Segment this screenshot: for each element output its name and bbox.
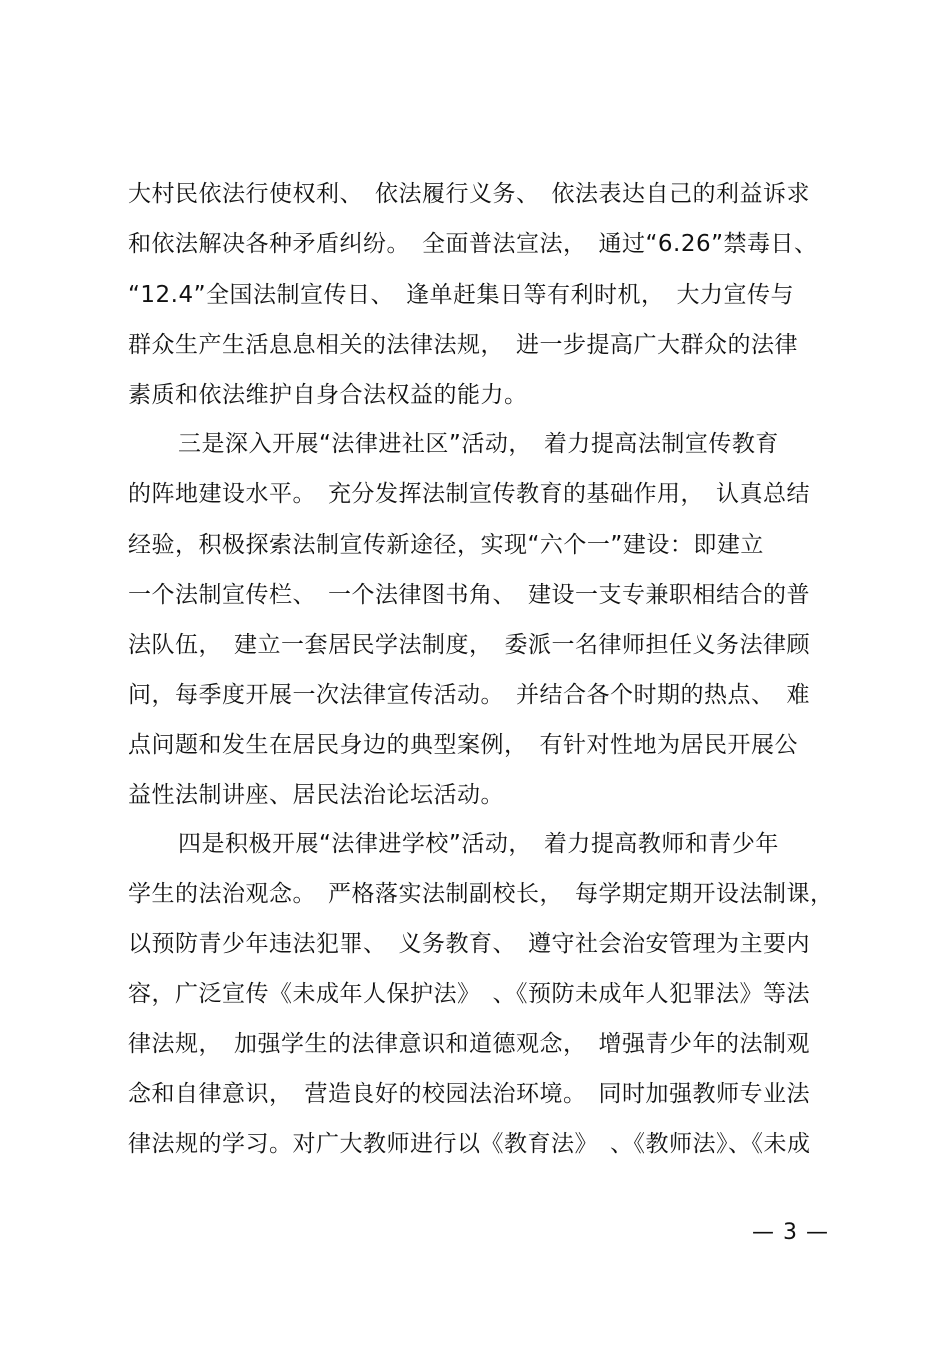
text-line-11: 问，每季度开展一次法律宣传活动。 并结合各个时期的热点、 难 [128,682,810,708]
text-line-9: 一个法制宣传栏、 一个法律图书角、 建设一支专兼职相结合的普 [128,582,810,608]
text-line-19: 念和自律意识， 营造良好的校园法治环境。 同时加强教师专业法 [128,1081,810,1107]
paragraph-start-three: 三是深入开展“法律进社区”活动， 着力提高法制宣传教育 [178,431,779,457]
text-line-15: 学生的法治观念。 严格落实法制副校长， 每学期定期开设法制课， [128,881,834,907]
text-line-4: 群众生产生活息息相关的法律法规， 进一步提高广大群众的法律 [128,332,798,358]
text-line-17: 容，广泛宣传《未成年人保护法》 、《预防未成年人犯罪法》等法 [128,981,810,1007]
text-line-12: 点问题和发生在居民身边的典型案例， 有针对性地为居民开展公 [128,732,798,758]
text-line-7: 的阵地建设水平。 充分发挥法制宣传教育的基础作用， 认真总结 [128,481,810,507]
text-line-3: “12.4”全国法制宣传日、 逢单赶集日等有利时机， 大力宣传与 [128,282,795,308]
text-line-18: 律法规， 加强学生的法律意识和道德观念， 增强青少年的法制观 [128,1031,810,1057]
text-line-20: 律法规的学习。对广大教师进行以《教育法》 、《教师法》、《未成 [128,1131,811,1157]
text-line-1: 大村民依法行使权利、 依法履行义务、 依法表达自己的利益诉求 [128,181,810,207]
text-line-16: 以预防青少年违法犯罪、 义务教育、 遵守社会治安管理为主要内 [128,931,810,957]
page-number: — 3 — [752,1220,829,1245]
text-line-8: 经验，积极探索法制宣传新途径，实现“六个一”建设：即建立 [128,532,764,558]
text-line-13: 益性法制讲座、居民法治论坛活动。 [128,782,504,808]
text-line-2: 和依法解决各种矛盾纠纷。 全面普法宣法， 通过“6.26”禁毒日、 [128,231,818,257]
text-line-10: 法队伍， 建立一套居民学法制度， 委派一名律师担任义务法律顾 [128,632,810,658]
text-line-5: 素质和依法维护自身合法权益的能力。 [128,382,528,408]
paragraph-start-four: 四是积极开展“法律进学校”活动， 着力提高教师和青少年 [178,831,779,857]
